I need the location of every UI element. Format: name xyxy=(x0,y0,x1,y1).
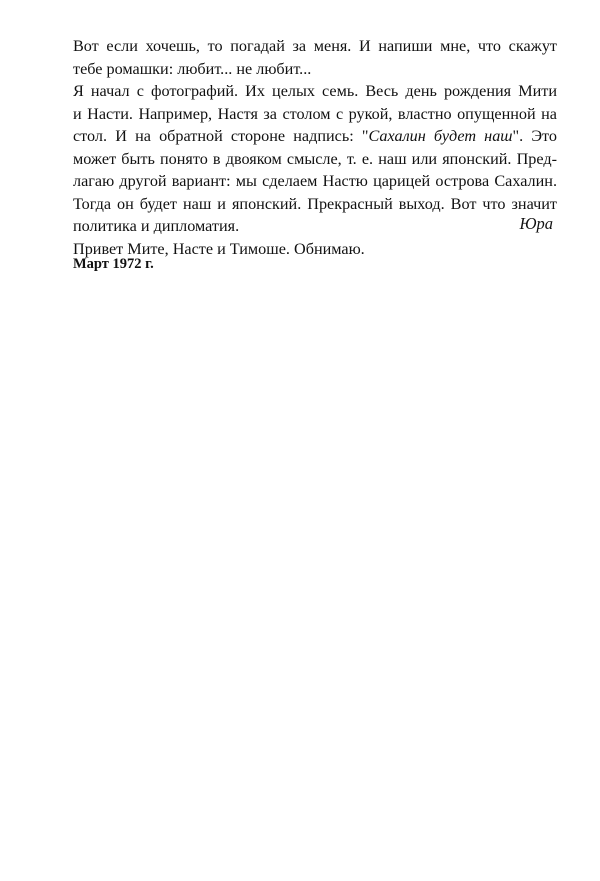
text-segment: стол. И на обратной стороне надпись: " xyxy=(73,127,369,145)
text-line-with-quote xyxy=(73,125,557,148)
text-line: Вот если хочешь, то погадай за меня. И напиши мне, что скажут xyxy=(73,37,557,55)
letter-body xyxy=(73,35,557,260)
text-line: Тогда он будет наш и японский. Прекрасный выход. Вот что значит xyxy=(73,194,557,213)
text-line: лагаю другой вариант: мы сделаем Настю царицей острова Сахалин. xyxy=(73,172,557,190)
text-line: и Насти. Например, Настя за столом с рукой, властно опущенной на xyxy=(73,104,557,123)
italic-quote: Сахалин будет наш xyxy=(368,127,513,145)
text-segment: ". Это xyxy=(512,127,557,145)
paragraph-2 xyxy=(73,80,557,238)
letter-date: Март 1972 г. xyxy=(73,256,154,272)
text-line: тебе ромашки: любит... не любит... xyxy=(73,59,312,78)
text-line: политика и дипломатия. xyxy=(73,217,240,235)
paragraph-1 xyxy=(73,35,557,80)
signature: Юра xyxy=(519,214,553,233)
text-line: Я начал с фотографий. Их целых семь. Весь день рождения Мити xyxy=(73,82,557,100)
text-line: Привет Мите, Насте и Тимоше. Обнимаю. xyxy=(73,239,365,258)
text-line: может быть понято в двояком смысле, т. е. наш или японский. Пред- xyxy=(73,149,557,168)
